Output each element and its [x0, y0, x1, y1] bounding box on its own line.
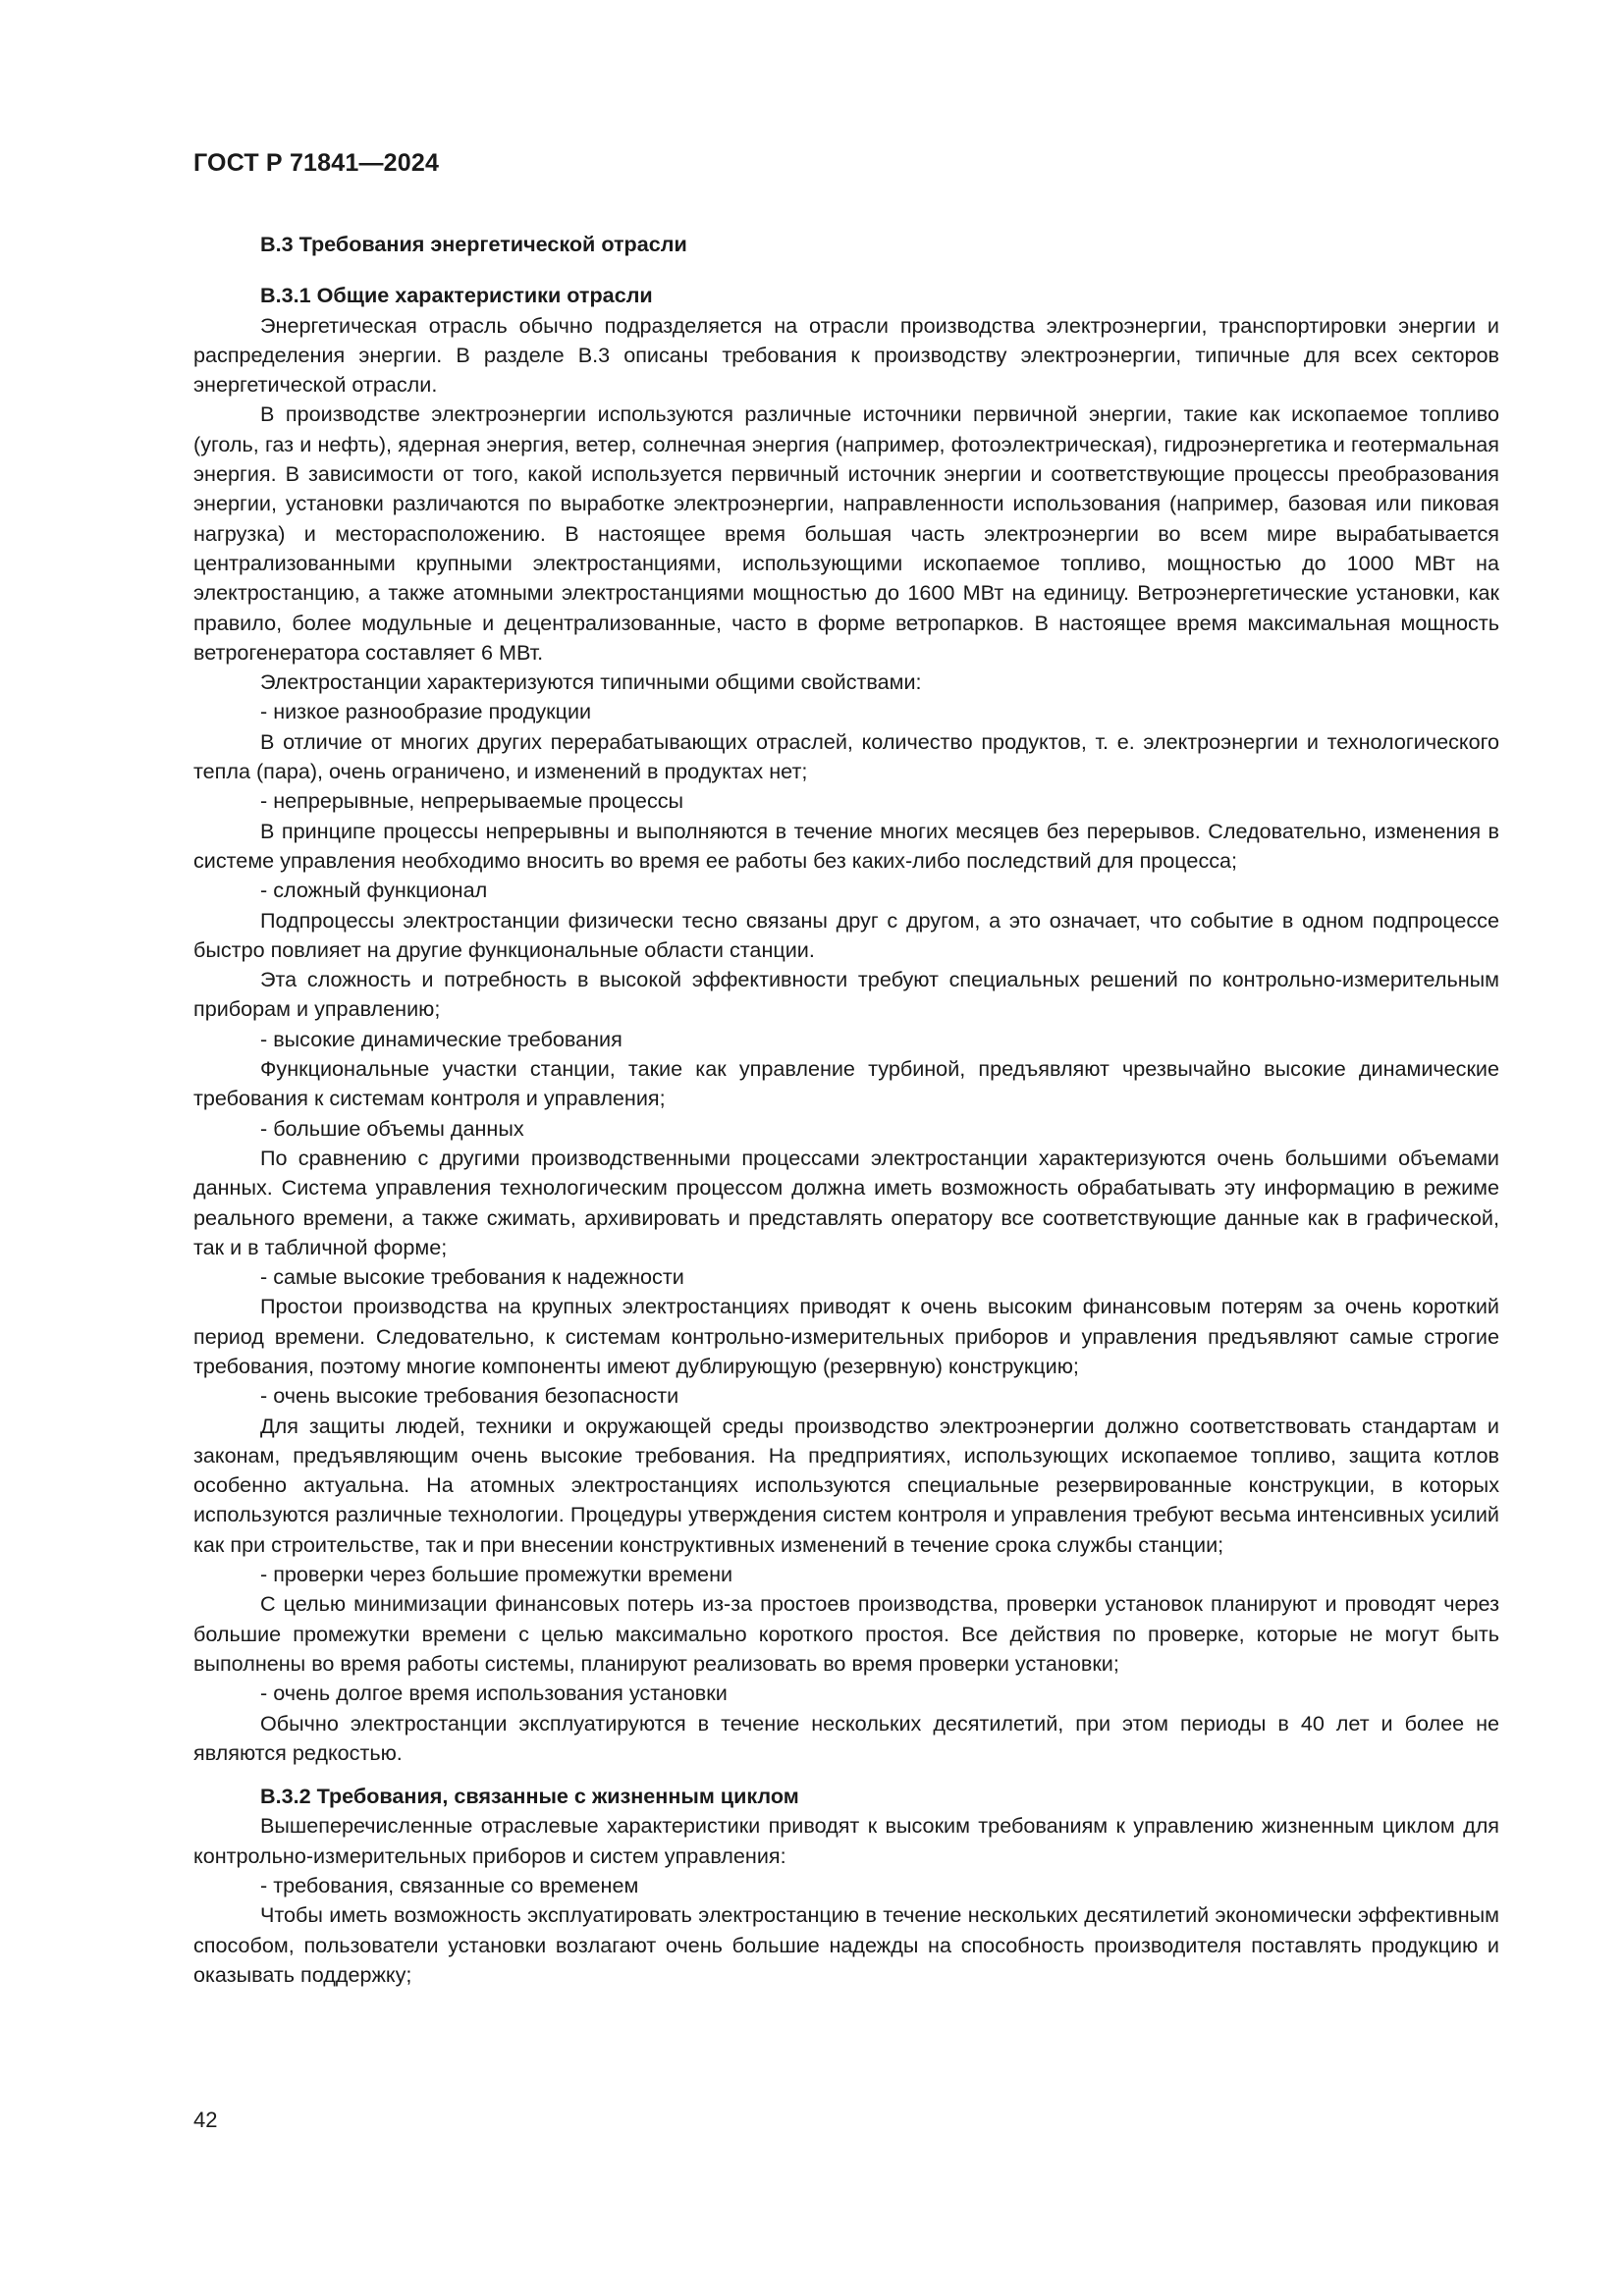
list-item-description: Для защиты людей, техники и окружающей среды производство электроэнергии должно соответствовать стандартам и законам, предъявляющим очень высокие требования. На предприятиях, использующих ископаемое топливо, защита котлов особенно актуальна. На атомных электростанциях используются специальные резервированные конструкции, в которых используются различные технологии. Процедуры утверждения систем контроля и управления требуют весьма интенсивных усилий как при строительстве, так и при внесении конструктивных изменений в течение срока службы станции; [193, 1413, 1499, 1557]
list-item-description: Эта сложность и потребность в высокой эффективности требуют специальных решений по контрольно-измерительным приборам и управлению; [193, 967, 1499, 1022]
document-page [193, 147, 1499, 1990]
list-item-description: Подпроцессы электростанции физически тесно связаны друг с другом, а это означает, что событие в одном подпроцессе быстро повлияет на другие функциональные области станции. [193, 907, 1499, 962]
section-title: В.3 Требования энергетической отрасли [260, 232, 687, 256]
list-item-bullet: - проверки через большие промежутки времени [260, 1562, 733, 1587]
list-item-description: Обычно электростанции эксплуатируются в течение нескольких десятилетий, при этом периоды в 40 лет и более не являются редкостью. [193, 1710, 1499, 1765]
subsection-1-title: В.3.1 Общие характеристики отрасли [260, 283, 653, 308]
list-item-bullet: - низкое разнообразие продукции [260, 699, 592, 724]
list-item-description: В отличие от многих других перерабатывающих отраслей, количество продуктов, т. е. электроэнергии и технологического тепла (пара), очень ограничено, и изменений в продуктах нет; [193, 728, 1499, 784]
list-item-bullet: - непрерывные, непрерываемые процессы [260, 788, 684, 814]
document-code-header: ГОСТ Р 71841—2024 [193, 149, 440, 177]
paragraph: Энергетическая отрасль обычно подразделяется на отрасли производства электроэнергии, транспортировки энергии и распределения энергии. В разделе В.3 описаны требования к производству электроэнергии, типичные для всех секторов энергетической отрасли. [193, 312, 1499, 398]
list-item-bullet: - требования, связанные со временем [260, 1873, 639, 1898]
list-item-description: В принципе процессы непрерывны и выполняются в течение многих месяцев без перерывов. Следовательно, изменения в системе управления необходимо вносить во время ее работы без каких-либо последствий для процесса; [193, 818, 1499, 873]
list-item-description: По сравнению с другими производственными процессами электростанции характеризуются очень большими объемами данных. Система управления технологическим процессом должна иметь возможность обрабатывать эту информацию в режиме реального времени, а также сжимать, архивировать и представлять оператору все соответствующие данные как в графической, так и в табличной форме; [193, 1145, 1499, 1259]
list-item-description: Функциональные участки станции, такие как управление турбиной, предъявляют чрезвычайно высокие динамические требования к системам контроля и управления; [193, 1056, 1499, 1111]
document-body [193, 230, 1499, 1990]
list-item-bullet: - высокие динамические требования [260, 1026, 623, 1051]
list-item-bullet: - очень долгое время использования установки [260, 1681, 728, 1706]
list-item-description: Чтобы иметь возможность эксплуатировать электростанцию в течение нескольких десятилетий экономически эффективным способом, пользователи установки возлагают очень большие надежды на способность производителя поставлять продукцию и оказывать поддержку; [193, 1902, 1499, 1987]
page-number: 42 [193, 2108, 218, 2132]
list-item-description: С целью минимизации финансовых потерь из-за простоев производства, проверки установок планируют и проводят через большие промежутки времени с целью максимально короткого простоя. Все действия по проверке, которые не могут быть выполнены во время работы системы, планируют реализовать во время проверки установки; [193, 1591, 1499, 1676]
list-item-bullet: - очень высокие требования безопасности [260, 1383, 679, 1409]
paragraph: В производстве электроэнергии используются различные источники первичной энергии, такие как ископаемое топливо (уголь, газ и нефть), ядерная энергия, ветер, солнечная энергия (например, фотоэлектрическая), гидроэнергетика и геотермальная энергия. В зависимости от того, какой используется первичный источник энергии и соответствующие процессы преобразования энергии, установки различаются по выработке электроэнергии, направленности использования (например, базовая или пиковая нагрузка) и месторасположению. В настоящее время большая часть электроэнергии во всем мире вырабатывается централизованными крупными электростанциями, использующими ископаемое топливо, мощностью до 1000 МВт на электростанцию, а также атомными электростанциями мощностью до 1600 МВт на единицу. Ветроэнергетические установки, как правило, более модульные и децентрализованные, часто в форме ветропарков. В настоящее время максимальная мощность ветрогенератора составляет 6 МВт. [193, 401, 1499, 665]
list-item-bullet: - большие объемы данных [260, 1115, 524, 1141]
subsection-2-title: В.3.2 Требования, связанные с жизненным циклом [260, 1784, 799, 1809]
paragraph: Вышеперечисленные отраслевые характеристики приводят к высоким требованиям к управлению жизненным циклом для контрольно-измерительных приборов и систем управления: [193, 1813, 1499, 1868]
list-item-bullet: - сложный функционал [260, 878, 488, 903]
list-item-description: Простои производства на крупных электростанциях приводят к очень высоким финансовым потерям за очень короткий период времени. Следовательно, к системам контрольно-измерительных приборов и управления предъявляют самые строгие требования, поэтому многие компоненты имеют дублирующую (резервную) конструкцию; [193, 1294, 1499, 1378]
paragraph: Электростанции характеризуются типичными общими свойствами: [260, 669, 922, 695]
list-item-bullet: - самые высокие требования к надежности [260, 1264, 684, 1290]
